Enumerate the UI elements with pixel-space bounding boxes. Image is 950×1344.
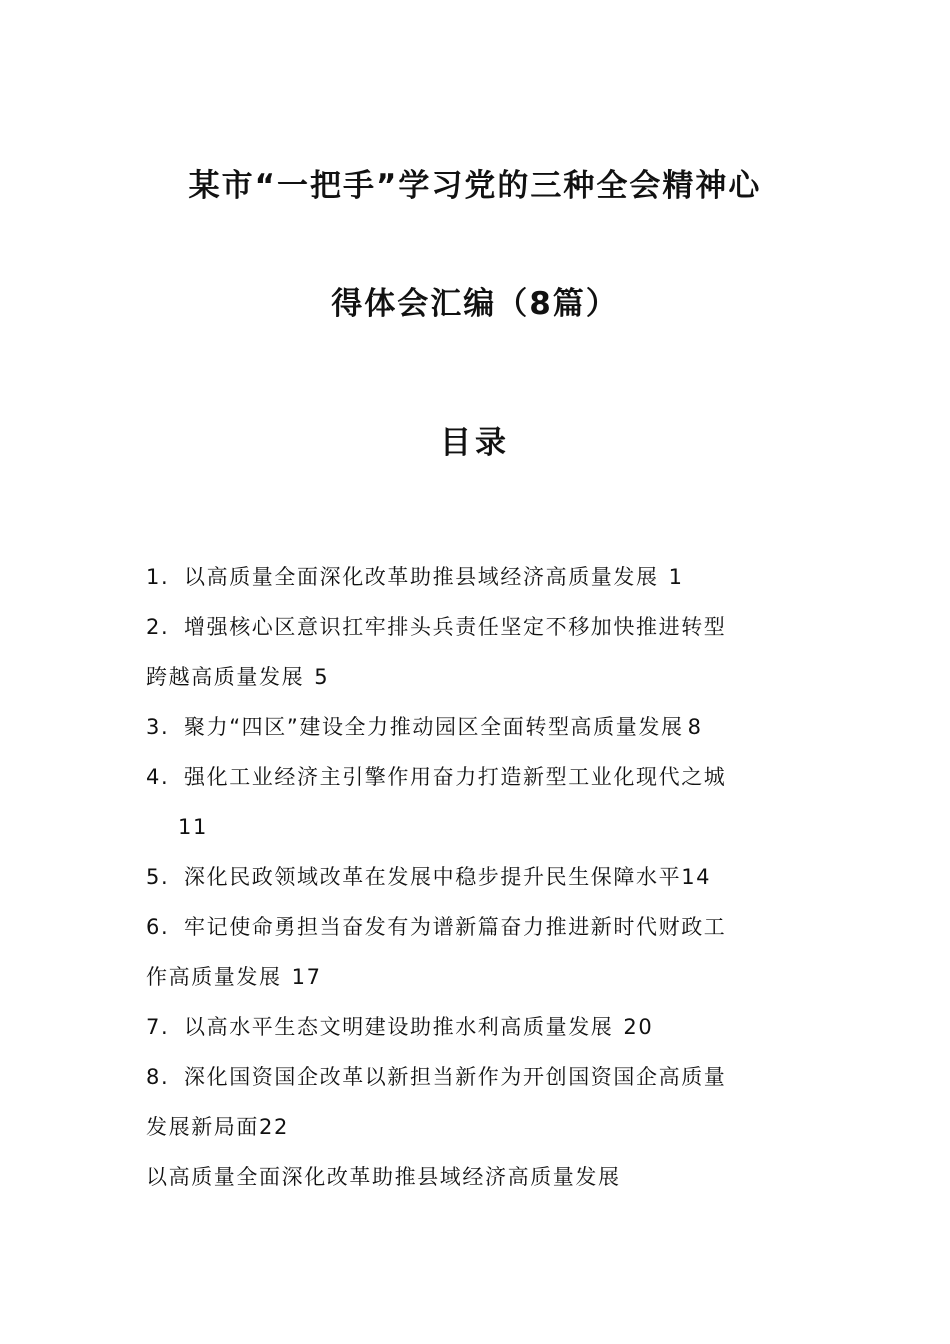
document-title-line-2: 得体会汇编（8篇）	[331, 286, 619, 322]
toc-item-5[interactable]	[146, 852, 816, 902]
toc-item-page: 17	[291, 965, 322, 989]
toc-item-title: 增强核心区意识扛牢排头兵责任坚定不移加快推进转型	[184, 615, 727, 639]
section-heading: 以高质量全面深化改革助推县域经济高质量发展	[146, 1165, 621, 1189]
document-title-line-1: 某市“一把手”学习党的三种全会精神心	[188, 168, 762, 204]
toc-item-title: 深化民政领域改革在发展中稳步提升民生保障水平	[184, 865, 682, 889]
toc-heading: 目录	[440, 425, 510, 461]
toc-item-page: 11	[178, 815, 208, 839]
toc-item-title-part-2: 发展新局面	[146, 1115, 259, 1139]
table-of-contents	[146, 552, 816, 1202]
toc-item-page: 20	[623, 1015, 654, 1039]
toc-item-number: 4.	[146, 765, 170, 789]
toc-item-title: 以高水平生态文明建设助推水利高质量发展	[184, 1015, 614, 1039]
toc-item-6[interactable]	[146, 902, 816, 1002]
toc-item-number: 5.	[146, 865, 170, 889]
toc-item-title: 以高质量全面深化改革助推县域经济高质量发展	[184, 565, 659, 589]
toc-item-number: 7.	[146, 1015, 170, 1039]
toc-item-title-part-2: 跨越高质量发展	[146, 665, 305, 689]
toc-item-number: 6.	[146, 915, 170, 939]
toc-item-title-continued	[146, 652, 816, 702]
toc-item-page: 14	[681, 865, 712, 889]
toc-item-title-continued	[146, 802, 816, 852]
toc-item-page: 1	[668, 565, 684, 589]
toc-item-8[interactable]	[146, 1052, 816, 1152]
toc-item-page: 22	[259, 1115, 289, 1139]
toc-item-number: 1.	[146, 565, 170, 589]
toc-item-title-part-2: 作高质量发展	[146, 965, 282, 989]
toc-item-4[interactable]	[146, 752, 816, 852]
toc-item-7[interactable]	[146, 1002, 816, 1052]
toc-item-title-continued	[146, 952, 816, 1002]
toc-item-number: 8.	[146, 1065, 170, 1089]
toc-item-number: 2.	[146, 615, 170, 639]
toc-item-title-continued	[146, 1102, 816, 1152]
toc-item-page: 8	[687, 715, 703, 739]
toc-item-title: 深化国资国企改革以新担当新作为开创国资国企高质量	[184, 1065, 727, 1089]
toc-item-title: 聚力“四区”建设全力推动园区全面转型高质量发展	[184, 715, 684, 739]
toc-item-1[interactable]	[146, 552, 816, 602]
toc-item-title: 牢记使命勇担当奋发有为谱新篇奋力推进新时代财政工	[184, 915, 727, 939]
toc-item-page: 5	[314, 665, 330, 689]
toc-item-3[interactable]	[146, 702, 816, 752]
toc-item-2[interactable]	[146, 602, 816, 702]
toc-item-title: 强化工业经济主引擎作用奋力打造新型工业化现代之城	[184, 765, 727, 789]
toc-item-number: 3.	[146, 715, 170, 739]
